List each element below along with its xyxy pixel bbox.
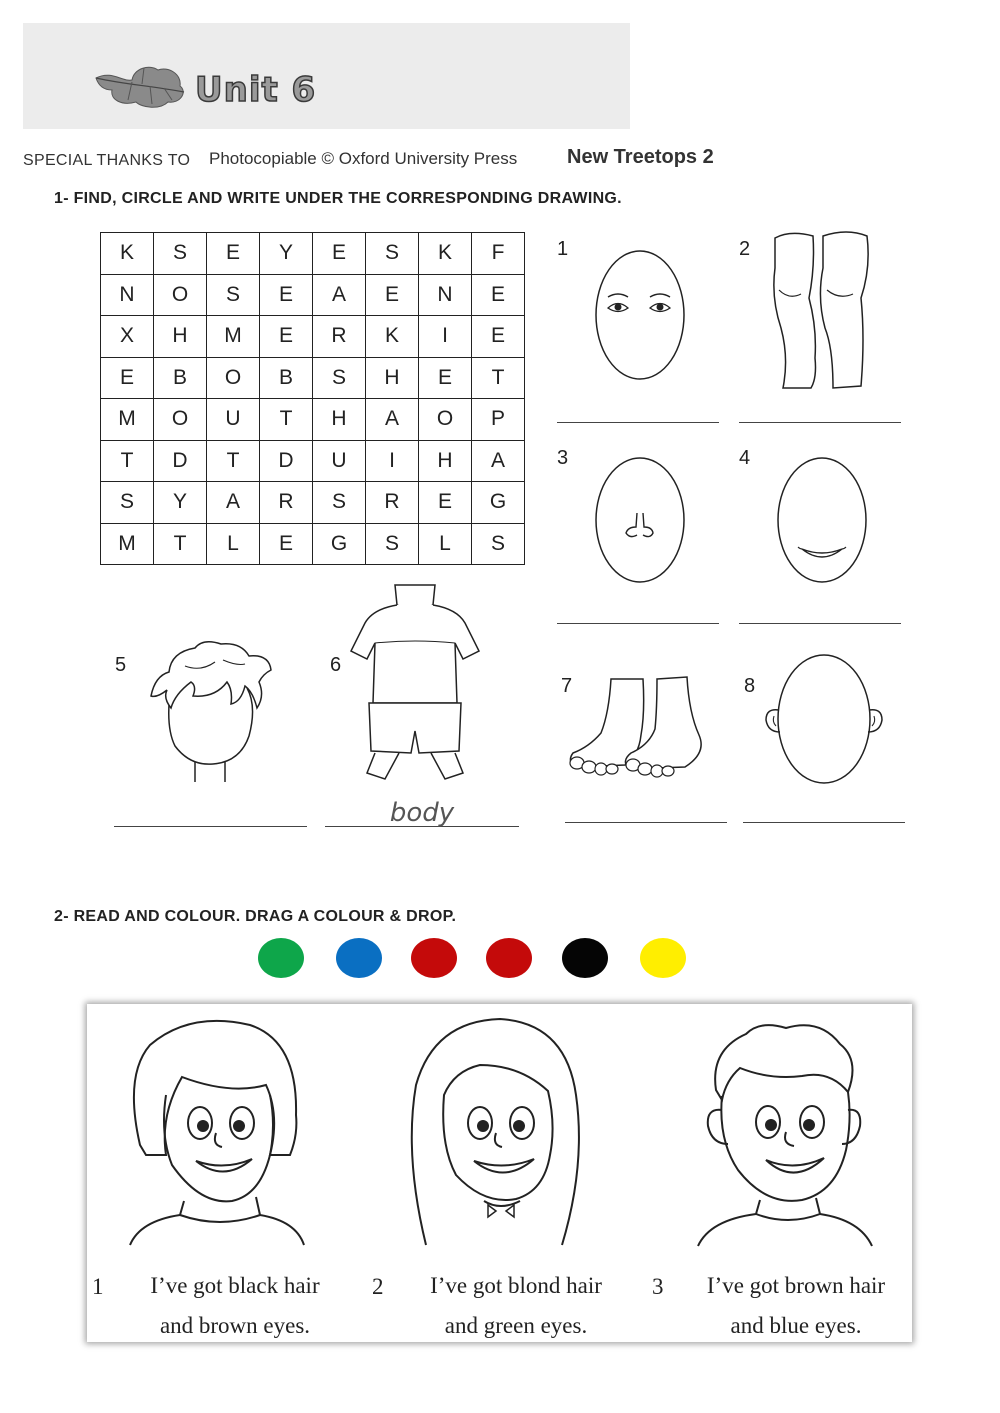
drawing-number: 5: [115, 654, 127, 676]
grid-letter[interactable]: G: [313, 523, 366, 565]
grid-letter[interactable]: U: [207, 399, 260, 441]
caption-number: 2: [372, 1274, 384, 1299]
grid-letter[interactable]: R: [366, 482, 419, 524]
answer-line[interactable]: [739, 422, 901, 423]
caption-line: I’ve got black hair: [150, 1273, 320, 1298]
grid-letter[interactable]: M: [101, 523, 154, 565]
grid-letter[interactable]: S: [313, 482, 366, 524]
answer-line[interactable]: [565, 822, 727, 823]
drawing-number: 4: [739, 447, 751, 469]
grid-letter[interactable]: Y: [154, 482, 207, 524]
grid-row: [101, 274, 525, 316]
face-mouth-icon: [772, 453, 872, 588]
exercise-2-heading: 2- READ AND COLOUR. DRAG A COLOUR & DROP.: [54, 908, 457, 925]
grid-letter[interactable]: M: [207, 316, 260, 358]
face-eyes-icon: [590, 245, 690, 385]
caption-text: [125, 1266, 345, 1346]
word-search-grid: [100, 232, 525, 565]
grid-letter[interactable]: A: [313, 274, 366, 316]
drawing-number: 1: [557, 238, 569, 260]
grid-letter[interactable]: D: [154, 440, 207, 482]
grid-letter[interactable]: T: [154, 523, 207, 565]
grid-row: [101, 399, 525, 441]
grid-letter[interactable]: L: [419, 523, 472, 565]
grid-row: [101, 357, 525, 399]
grid-letter[interactable]: S: [207, 274, 260, 316]
exercise-1-heading: 1- FIND, CIRCLE AND WRITE UNDER THE CORRESPONDING DRAWING.: [54, 190, 622, 207]
girl-long-hair-icon[interactable]: [400, 1015, 590, 1250]
book-title: New Treetops 2: [567, 146, 714, 168]
grid-letter[interactable]: E: [472, 274, 525, 316]
grid-letter[interactable]: E: [260, 523, 313, 565]
grid-letter[interactable]: M: [101, 399, 154, 441]
grid-letter[interactable]: N: [419, 274, 472, 316]
grid-letter[interactable]: P: [472, 399, 525, 441]
answer-line[interactable]: [557, 623, 719, 624]
thanks-label: SPECIAL THANKS TO: [23, 152, 191, 169]
caption-number: 3: [652, 1274, 664, 1299]
boy-face-icon[interactable]: [690, 1020, 880, 1250]
grid-letter[interactable]: S: [366, 523, 419, 565]
grid-letter[interactable]: R: [260, 482, 313, 524]
grid-row: [101, 440, 525, 482]
grid-letter[interactable]: K: [101, 233, 154, 275]
answer-line[interactable]: [114, 826, 307, 827]
grid-row: [101, 482, 525, 524]
grid-letter[interactable]: B: [260, 357, 313, 399]
colour-dot-blue[interactable]: [336, 938, 382, 978]
grid-letter[interactable]: O: [154, 274, 207, 316]
grid-letter[interactable]: A: [207, 482, 260, 524]
grid-letter[interactable]: K: [366, 316, 419, 358]
grid-letter[interactable]: E: [419, 357, 472, 399]
grid-letter[interactable]: E: [366, 274, 419, 316]
caption-line: and brown eyes.: [159, 1313, 311, 1338]
grid-letter[interactable]: E: [101, 357, 154, 399]
grid-letter[interactable]: H: [154, 316, 207, 358]
grid-letter[interactable]: U: [313, 440, 366, 482]
grid-letter[interactable]: O: [207, 357, 260, 399]
unit-title: Unit 6: [195, 70, 317, 110]
grid-letter[interactable]: O: [154, 399, 207, 441]
hair-head-icon: [145, 636, 275, 786]
grid-letter[interactable]: G: [472, 482, 525, 524]
grid-letter[interactable]: L: [207, 523, 260, 565]
grid-letter[interactable]: E: [260, 316, 313, 358]
body-clothes-icon: [345, 583, 485, 788]
grid-letter[interactable]: A: [366, 399, 419, 441]
grid-letter[interactable]: B: [154, 357, 207, 399]
grid-letter[interactable]: E: [313, 233, 366, 275]
colour-dot-green[interactable]: [258, 938, 304, 978]
caption-line: and green eyes.: [444, 1313, 588, 1338]
grid-letter[interactable]: E: [207, 233, 260, 275]
grid-letter[interactable]: Y: [260, 233, 313, 275]
drawing-number: 3: [557, 447, 569, 469]
grid-letter[interactable]: E: [472, 316, 525, 358]
grid-letter[interactable]: T: [260, 399, 313, 441]
grid-letter[interactable]: E: [260, 274, 313, 316]
face-nose-icon: [590, 453, 690, 588]
grid-letter[interactable]: E: [419, 482, 472, 524]
caption-text: [685, 1266, 907, 1346]
leaf-icon: [92, 60, 190, 110]
grid-letter[interactable]: F: [472, 233, 525, 275]
caption-line: I’ve got brown hair: [706, 1273, 886, 1298]
drawing-number: 2: [739, 238, 751, 260]
answer-line[interactable]: [557, 422, 719, 423]
answer-line[interactable]: [743, 822, 905, 823]
grid-letter[interactable]: S: [472, 523, 525, 565]
grid-letter[interactable]: S: [101, 482, 154, 524]
grid-letter[interactable]: R: [313, 316, 366, 358]
grid-row: [101, 523, 525, 565]
caption-line: I’ve got blond hair: [430, 1273, 602, 1298]
colour-dot-yellow[interactable]: [640, 938, 686, 978]
grid-letter[interactable]: D: [260, 440, 313, 482]
girl-short-hair-icon[interactable]: [120, 1015, 310, 1250]
grid-letter[interactable]: H: [313, 399, 366, 441]
grid-letter[interactable]: H: [419, 440, 472, 482]
answer-line[interactable]: [739, 623, 901, 624]
grid-letter[interactable]: S: [313, 357, 366, 399]
legs-icon: [765, 228, 875, 393]
grid-letter[interactable]: S: [154, 233, 207, 275]
grid-letter[interactable]: H: [366, 357, 419, 399]
caption-line: and blue eyes.: [730, 1313, 862, 1338]
feet-icon: [565, 673, 710, 783]
drawing-number: 7: [561, 675, 573, 697]
grid-letter[interactable]: S: [366, 233, 419, 275]
colour-dot-red[interactable]: [411, 938, 457, 978]
grid-letter[interactable]: A: [472, 440, 525, 482]
grid-letter[interactable]: I: [419, 316, 472, 358]
colour-dot-red[interactable]: [486, 938, 532, 978]
colour-dot-black[interactable]: [562, 938, 608, 978]
grid-row: [101, 233, 525, 275]
grid-letter[interactable]: N: [101, 274, 154, 316]
grid-letter[interactable]: K: [419, 233, 472, 275]
drawing-number: 6: [330, 654, 342, 676]
drawing-number: 8: [744, 675, 756, 697]
grid-letter[interactable]: T: [207, 440, 260, 482]
grid-letter[interactable]: I: [366, 440, 419, 482]
grid-row: [101, 316, 525, 358]
face-ears-icon: [762, 652, 887, 787]
grid-letter[interactable]: O: [419, 399, 472, 441]
grid-letter[interactable]: T: [101, 440, 154, 482]
caption-number: 1: [92, 1274, 104, 1299]
grid-letter[interactable]: X: [101, 316, 154, 358]
caption-text: [405, 1266, 627, 1346]
publisher-credit: Photocopiable © Oxford University Press: [209, 149, 518, 168]
grid-letter[interactable]: T: [472, 357, 525, 399]
answer-text: body: [389, 798, 455, 828]
